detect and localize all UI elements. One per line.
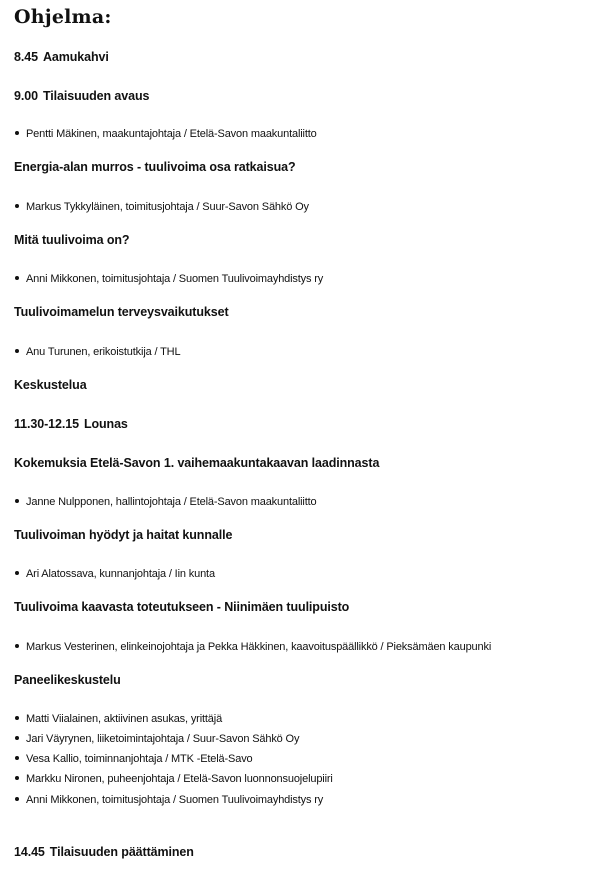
page-title: Ohjelma: (14, 6, 112, 28)
speaker-list-item (14, 128, 317, 140)
speaker-list-item (14, 641, 491, 653)
agenda-item-heading (14, 50, 109, 64)
bullet-icon (15, 756, 19, 760)
bullet-icon (15, 571, 19, 575)
agenda-item-heading (14, 417, 128, 431)
agenda-title: Mitä tuulivoima on? (14, 233, 130, 247)
bullet-icon (15, 797, 19, 801)
bullet-icon (15, 776, 19, 780)
speaker-text: Ari Alatossava, kunnanjohtaja / Iin kunta (26, 568, 215, 580)
speaker-text: Markku Nironen, puheenjohtaja / Etelä-Savon luonnonsuojelupiiri (26, 773, 333, 785)
agenda-time: 11.30-12.15 (14, 417, 79, 431)
speaker-text: Janne Nulpponen, hallintojohtaja / Etelä-Savon maakuntaliitto (26, 496, 317, 508)
agenda-item-heading (14, 160, 296, 174)
speaker-list-item (14, 713, 222, 725)
bullet-icon (15, 131, 19, 135)
agenda-time: 8.45 (14, 50, 38, 64)
speaker-list-item (14, 346, 180, 358)
agenda-item-heading (14, 378, 87, 392)
agenda-time: 9.00 (14, 89, 38, 103)
agenda-title: Tuulivoiman hyödyt ja haitat kunnalle (14, 528, 233, 542)
bullet-icon (15, 736, 19, 740)
agenda-item-heading (14, 305, 229, 319)
agenda-item-heading (14, 673, 121, 687)
agenda-title: Keskustelua (14, 378, 87, 392)
speaker-text: Pentti Mäkinen, maakuntajohtaja / Etelä-Savon maakuntaliitto (26, 128, 317, 140)
agenda-item-heading (14, 456, 379, 470)
speaker-list-item (14, 201, 309, 213)
speaker-text: Markus Tykkyläinen, toimitusjohtaja / Suur-Savon Sähkö Oy (26, 201, 309, 213)
agenda-item-heading (14, 528, 232, 542)
agenda-title: Tuulivoima kaavasta toteutukseen - Niinimäen tuulipuisto (14, 600, 350, 614)
speaker-list-item (14, 568, 215, 580)
agenda-title: Aamukahvi (42, 50, 109, 64)
agenda-title: Tilaisuuden avaus (42, 89, 150, 103)
agenda-time: 14.45 (14, 845, 45, 859)
agenda-item-heading (14, 233, 129, 247)
bullet-icon (15, 499, 19, 503)
agenda-title: Paneelikeskustelu (14, 673, 121, 687)
speaker-list-item (14, 773, 333, 785)
speaker-text: Matti Viialainen, aktiivinen asukas, yrittäjä (26, 713, 223, 725)
agenda-item-heading (14, 600, 349, 614)
bullet-icon (15, 276, 19, 280)
bullet-icon (15, 204, 19, 208)
speaker-text: Anni Mikkonen, toimitusjohtaja / Suomen Tuulivoimayhdistys ry (26, 794, 324, 806)
agenda-title: Energia-alan murros - tuulivoima osa ratkaisua? (14, 160, 296, 174)
speaker-list-item (14, 753, 253, 765)
speaker-text: Markus Vesterinen, elinkeinojohtaja ja Pekka Häkkinen, kaavoituspäällikkö / Pieksämäen kaupunki (26, 641, 492, 653)
agenda-item-heading (14, 89, 149, 103)
bullet-icon (15, 644, 19, 648)
agenda-title: Tilaisuuden päättäminen (49, 845, 194, 859)
speaker-list-item (14, 733, 299, 745)
speaker-text: Jari Väyrynen, liiketoimintajohtaja / Suur-Savon Sähkö Oy (26, 733, 300, 745)
speaker-text: Anni Mikkonen, toimitusjohtaja / Suomen Tuulivoimayhdistys ry (26, 273, 324, 285)
agenda-title: Lounas (83, 417, 128, 431)
agenda-title: Kokemuksia Etelä-Savon 1. vaihemaakuntakaavan laadinnasta (14, 456, 380, 470)
bullet-icon (15, 716, 19, 720)
agenda-item-heading (14, 845, 194, 859)
speaker-list-item (14, 273, 323, 285)
speaker-list-item (14, 794, 323, 806)
bullet-icon (15, 349, 19, 353)
speaker-list-item (14, 496, 317, 508)
speaker-text: Vesa Kallio, toiminnanjohtaja / MTK -Etelä-Savo (26, 753, 253, 765)
agenda-title: Tuulivoimamelun terveysvaikutukset (14, 305, 229, 319)
speaker-text: Anu Turunen, erikoistutkija / THL (26, 346, 181, 358)
